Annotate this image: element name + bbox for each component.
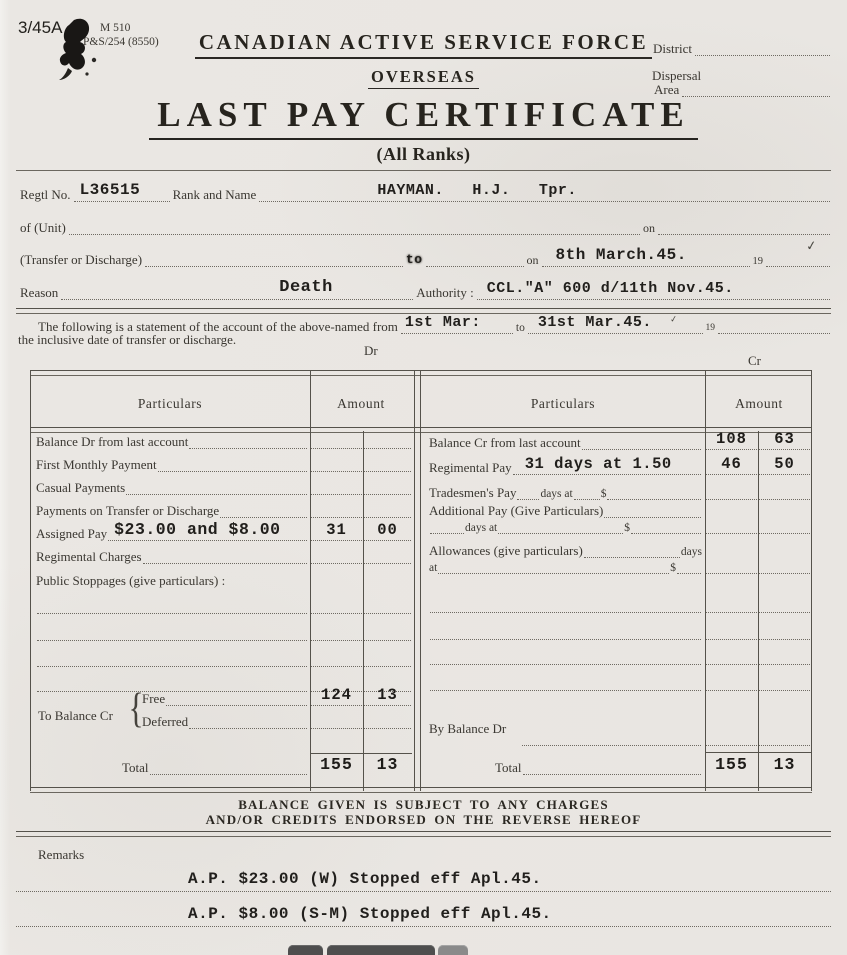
cents-cell [364, 755, 411, 775]
leader-dots [677, 571, 701, 574]
dollar-sign: $ [670, 561, 676, 574]
header-divider [16, 170, 831, 171]
dollars-cell [311, 546, 362, 564]
transfer-to-label: to [405, 252, 423, 268]
leader-dots [430, 637, 701, 640]
authority-label: Authority : [416, 285, 474, 301]
authority-value: CCL."A" 600 d/11th Nov.45. [486, 280, 734, 297]
dollars-cell [706, 622, 757, 640]
dollars-value: 155 [320, 755, 353, 774]
dollars-cell [706, 728, 757, 746]
row-label: Assigned Pay [36, 525, 108, 541]
dollars-cell [311, 454, 362, 472]
table-row-total [30, 757, 412, 775]
right-total-rule [705, 752, 811, 753]
transfer-blank2 [426, 264, 524, 267]
table-row [30, 500, 412, 518]
leader-dots [631, 531, 701, 534]
cents-cell [759, 482, 810, 500]
row-label: Regimental Pay [429, 459, 512, 475]
cents-value: 50 [774, 455, 795, 473]
blank-row [30, 596, 412, 614]
cents-cell [759, 556, 810, 574]
pencil-checkmark: ✓ [804, 237, 818, 254]
ledger-center-divider-a [414, 370, 415, 791]
statement-from-value: 1st Mar: [404, 314, 481, 331]
pencil-tick-small: ✓ [669, 313, 678, 325]
dollars-cell [311, 649, 362, 667]
unit-on-blank [658, 232, 830, 235]
form-stamp-line1: M 510 [100, 22, 131, 34]
statement-to-blank [528, 313, 703, 334]
dollars-cell [311, 711, 362, 729]
dollars-value: 155 [715, 755, 748, 774]
transfer-label: (Transfer or Discharge) [20, 252, 143, 268]
blank-row [421, 595, 812, 613]
row-label: Tradesmen's Pay [429, 484, 517, 500]
leader-dots [430, 531, 464, 534]
transfer-blank1 [145, 264, 403, 267]
reason-line [18, 274, 831, 300]
dispersal-label: Dispersal [652, 68, 702, 83]
dollars-cell [311, 688, 362, 706]
unit-line [18, 211, 831, 235]
table-row [30, 431, 412, 449]
leader-dots [498, 531, 623, 534]
dollars-value: 31 [326, 521, 347, 539]
authority-blank [477, 280, 830, 300]
by-balance-dr-label: By Balance Dr [429, 721, 507, 736]
dollar-sign: $ [600, 487, 607, 500]
all-ranks-subtitle: (All Ranks) [376, 144, 471, 164]
total-label: Total [495, 759, 522, 775]
unit-label: of (Unit) [20, 220, 66, 236]
dollars-cell [706, 647, 757, 665]
right-amount-header: Amount [735, 396, 783, 411]
blank-row [421, 622, 812, 640]
notice-divider [16, 831, 831, 837]
overseas-title: OVERSEAS [368, 67, 479, 89]
left-total-rule [310, 753, 412, 754]
cents-cell [759, 755, 810, 775]
dollars-cell [706, 595, 757, 613]
dollars-cell [706, 432, 757, 450]
transfer-line [18, 241, 831, 267]
row-label: Public Stoppages (give particulars) : [36, 572, 226, 588]
form-corner-code: 3/45A [18, 18, 63, 37]
leader-dots [430, 662, 701, 665]
remark-rule1 [16, 889, 831, 892]
statement-year-blank [718, 331, 830, 334]
force-title: CANADIAN ACTIVE SERVICE FORCE [195, 30, 652, 59]
viewer-toolbar-button-right[interactable] [438, 945, 468, 955]
left-amount-header: Amount [337, 396, 385, 411]
cents-value: 63 [774, 430, 795, 448]
statement-to-label: to [515, 321, 525, 334]
blank-row [30, 623, 412, 641]
statement-to-value: 31st Mar.45. [537, 314, 652, 331]
leader-dots [126, 492, 307, 495]
cents-cell [364, 546, 411, 564]
year-label: 19 [752, 255, 763, 267]
cents-value: 13 [376, 755, 399, 774]
cents-cell [364, 596, 411, 614]
assigned-pay-typed: $23.00 and $8.00 [114, 520, 281, 540]
dollars-cell [706, 556, 757, 574]
leader-dots [143, 561, 307, 564]
days-at-label: days at [465, 521, 498, 534]
page-title: LAST PAY CERTIFICATE [149, 95, 697, 140]
free-label: Free [142, 690, 166, 706]
right-particulars-header: Particulars [530, 396, 596, 411]
leader-dots [158, 469, 307, 472]
dollar-sign: $ [624, 521, 630, 534]
cents-cell [364, 500, 411, 518]
statement-intro2: the inclusive date of transfer or discharge. [18, 332, 237, 347]
row-label: Casual Payments [36, 479, 126, 495]
leader-dots [108, 520, 307, 541]
leader-dots [37, 664, 307, 667]
left-particulars-header: Particulars [137, 396, 203, 411]
total-label: Total [122, 759, 149, 775]
table-row-regimental-pay [421, 457, 812, 475]
leader-dots [430, 688, 701, 691]
regtl-value: L36515 [79, 181, 141, 199]
regtl-label: Regtl No. [20, 187, 71, 203]
dollars-value: 124 [321, 686, 352, 704]
table-row [30, 570, 412, 588]
remarks-label: Remarks [38, 847, 85, 862]
table-row-free [30, 688, 412, 706]
balance-notice-line1: BALANCE GIVEN IS SUBJECT TO ANY CHARGES [238, 797, 609, 812]
dollars-cell [706, 755, 757, 775]
dollars-value: 108 [716, 430, 747, 448]
row-label: Balance Dr from last account [36, 433, 189, 449]
reason-label: Reason [20, 285, 59, 301]
cents-cell [364, 431, 411, 449]
dollars-cell [311, 431, 362, 449]
blank-row [421, 673, 812, 691]
blank-row [30, 649, 412, 667]
row-label: Regimental Charges [36, 548, 142, 564]
table-row-balance-cr [421, 432, 812, 450]
leader-dots [582, 447, 701, 450]
balance-brace: { [128, 686, 144, 732]
leader-dots [220, 515, 307, 518]
cents-value: 00 [377, 521, 398, 539]
table-row-tradesmens-pay [421, 482, 812, 500]
table-row [30, 477, 412, 495]
row-label: Balance Cr from last account [429, 434, 581, 450]
leader-dots [166, 703, 307, 706]
leader-dots [522, 743, 701, 746]
leader-dots [189, 446, 307, 449]
to-balance-cr-label: To Balance Cr [38, 708, 113, 723]
remark-line1: A.P. $23.00 (W) Stopped eff Apl.45. [188, 870, 542, 888]
dollars-value: 46 [721, 455, 742, 473]
statement-from-blank [401, 314, 513, 334]
dollars-cell [311, 623, 362, 641]
cents-cell [759, 432, 810, 450]
rank-name-blank [259, 182, 830, 202]
table-row [30, 546, 412, 564]
dollars-cell [311, 523, 362, 541]
leader-dots [523, 772, 701, 775]
row-label: Additional Pay (Give Particulars) [429, 502, 604, 518]
statement-year-label: 19 [705, 323, 715, 334]
dollars-cell [311, 596, 362, 614]
cents-cell [759, 595, 810, 613]
cents-cell [364, 623, 411, 641]
rank-name-value: HAYMAN. H.J. Tpr. [377, 182, 577, 199]
dr-label: Dr [364, 343, 378, 358]
balance-notice-line2: AND/OR CREDITS ENDORSED ON THE REVERSE HEREOF [205, 812, 642, 827]
at-label: at [429, 561, 438, 574]
transfer-date-value: 8th March.45. [555, 246, 687, 264]
table-row [30, 454, 412, 472]
table-row-total [421, 757, 812, 775]
regimental-pay-typed: 31 days at 1.50 [524, 455, 672, 474]
by-balance-dotted-row [421, 728, 812, 746]
cents-cell [759, 622, 810, 640]
blank-row [421, 647, 812, 665]
dollars-cell [706, 673, 757, 691]
row-label: Allowances (give particulars) [429, 542, 583, 558]
leader-dots [513, 455, 701, 475]
cents-value: 13 [773, 755, 796, 774]
district-blank [695, 53, 830, 56]
row-label: First Monthly Payment [36, 456, 157, 472]
cents-cell [759, 673, 810, 691]
leader-dots [37, 611, 307, 614]
cents-cell [364, 477, 411, 495]
ledger-top-rule [30, 370, 812, 376]
dollars-cell [706, 457, 757, 475]
dollars-cell [311, 477, 362, 495]
area-label: Area [654, 82, 680, 98]
table-row-deferred [30, 711, 412, 729]
regtl-blank [74, 181, 170, 202]
rank-name-label: Rank and Name [172, 187, 257, 203]
deferred-label: Deferred [142, 713, 189, 729]
table-row-additional-pay-2 [421, 516, 812, 534]
leader-dots [150, 772, 307, 775]
reason-blank [61, 278, 413, 300]
leader-dots [438, 571, 669, 574]
cents-cell [364, 711, 411, 729]
leader-dots [189, 726, 307, 729]
regtl-rank-line [18, 178, 831, 202]
cents-cell [364, 649, 411, 667]
statement-intro: The following is a statement of the account of the above-named from [38, 319, 398, 335]
cents-cell [759, 457, 810, 475]
cents-cell [759, 728, 810, 746]
cents-cell [759, 516, 810, 534]
unit-on-label: on [643, 221, 655, 236]
remark-line2: A.P. $8.00 (S-M) Stopped eff Apl.45. [188, 905, 552, 923]
cents-cell [364, 523, 411, 541]
leader-dots [430, 610, 701, 613]
dollars-cell [311, 755, 362, 775]
cents-cell [364, 454, 411, 472]
unit-blank [69, 232, 640, 235]
viewer-toolbar-button-left[interactable] [288, 945, 323, 955]
table-row-assigned-pay [30, 520, 412, 541]
transfer-date-blank [542, 246, 750, 267]
viewer-toolbar-button-center[interactable] [327, 945, 435, 955]
district-field [651, 40, 831, 56]
dollars-cell [311, 500, 362, 518]
transfer-on-label: on [526, 253, 539, 268]
main-title-line [0, 95, 847, 135]
cents-value: 13 [377, 686, 398, 704]
days-label: days [680, 545, 702, 558]
dispersal-area-field [652, 81, 831, 97]
dollars-cell [706, 516, 757, 534]
dollars-cell [706, 482, 757, 500]
remark-rule2 [16, 924, 831, 927]
table-row-allowances-2 [421, 556, 812, 574]
ledger-bottom-rule [30, 787, 812, 793]
cents-cell [759, 647, 810, 665]
days-at-label: days at [540, 487, 573, 500]
district-label: District [653, 41, 692, 57]
area-blank [682, 94, 830, 97]
reason-value: Death [279, 278, 333, 297]
row-label: Payments on Transfer or Discharge [36, 502, 220, 518]
year-blank [766, 264, 830, 267]
cr-label: Cr [748, 353, 761, 368]
cents-cell [364, 688, 411, 706]
form-stamp-line2: P&S/254 (8550) [83, 36, 159, 48]
leader-dots [37, 638, 307, 641]
